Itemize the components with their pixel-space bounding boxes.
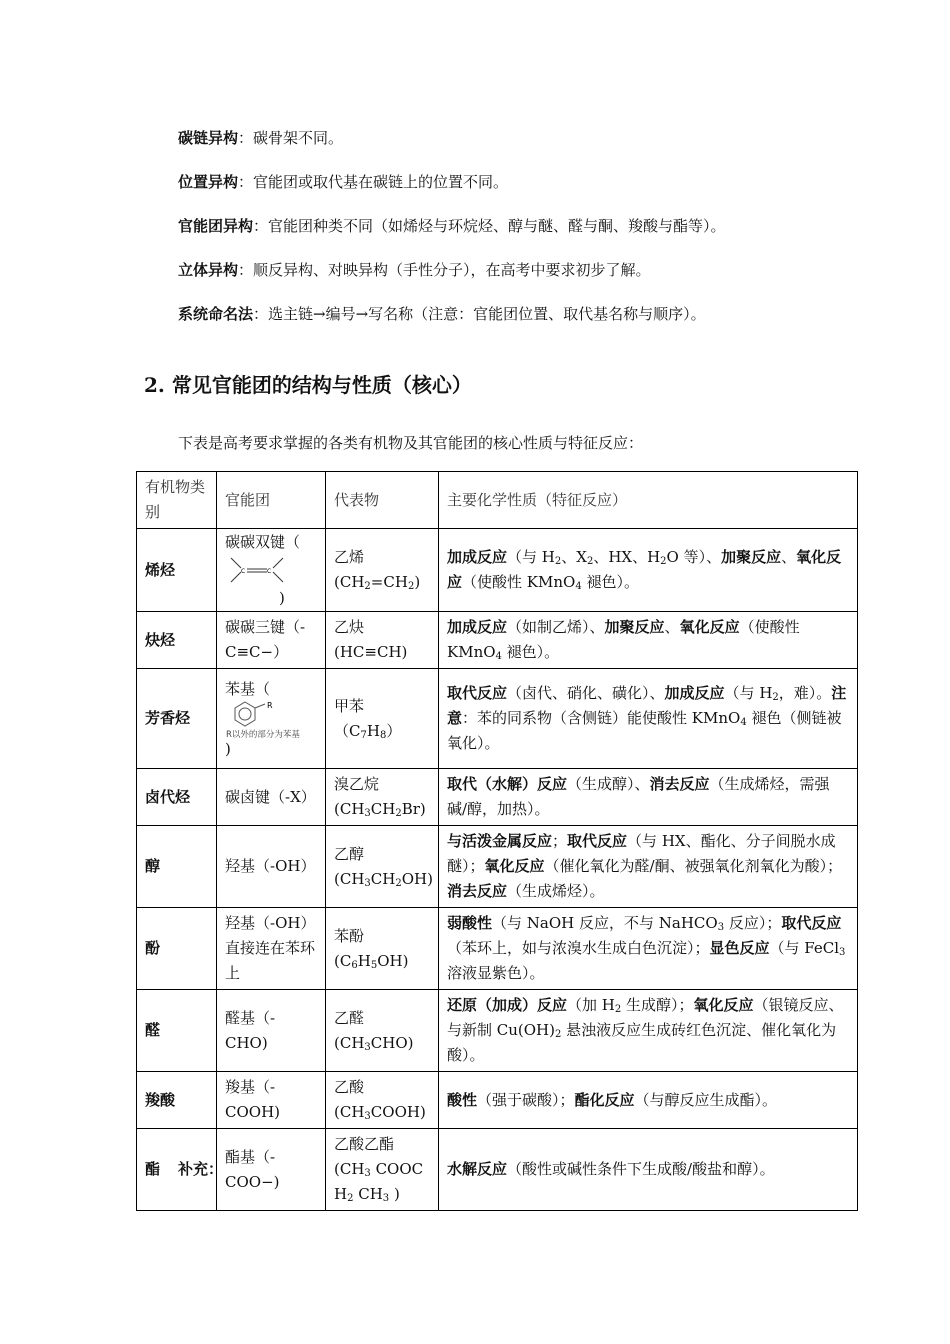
- benzene-structure-icon: [225, 699, 317, 739]
- table-row: [137, 612, 858, 669]
- row-group: 碳碳三键（-C≡C−）: [217, 612, 326, 669]
- row-group: 酯基（-COO−): [217, 1129, 326, 1211]
- row-representative: 苯酚 $(C_6H_5OH)$: [326, 908, 439, 990]
- svg-text:R: R: [267, 700, 273, 710]
- row-group: 醛基（-CHO): [217, 990, 326, 1072]
- row-representative: 乙醇 $(CH_3CH_2OH)$: [326, 826, 439, 908]
- row-category: 酯: [137, 1129, 217, 1211]
- row-category: 羧酸: [137, 1072, 217, 1129]
- row-category: 炔烃: [137, 612, 217, 669]
- row-category: 酚: [137, 908, 217, 990]
- header-group: 官能团: [217, 472, 326, 529]
- definition-position: 位置异构：官能团或取代基在碳链上的位置不同。: [178, 173, 509, 191]
- row-properties: 取代（水解）反应（生成醇）、消去反应（生成烯烃，需强碱/醇，加热）。: [439, 769, 858, 826]
- definition-naming: 系统命名法：选主链→编号→写名称（注意：官能团位置、取代基名称与顺序）。: [178, 305, 706, 323]
- row-category: 醇: [137, 826, 217, 908]
- row-group: 羟基（-OH）直接连在苯环上: [217, 908, 326, 990]
- row-group: 碳碳双键（ C C ): [217, 529, 326, 612]
- header-properties: 主要化学性质（特征反应）: [439, 472, 858, 529]
- table-row: [137, 1129, 858, 1211]
- row-category: 烯烃: [137, 529, 217, 612]
- table-header-row: [137, 472, 858, 529]
- row-representative: 乙酸乙酯 ($CH_3$ COOC $H_2$ $CH_3$ ): [326, 1129, 439, 1211]
- supplement-label: 补充：: [178, 1160, 224, 1178]
- section-heading: 2. 常见官能团的结构与性质（核心）: [144, 373, 472, 397]
- row-properties: 加成反应（与 $H_2$、$X_2$、HX、$H_2O$ 等）、加聚反应、氧化反应（使酸性 KMnO$_4$ 褪色）。: [439, 529, 858, 612]
- svg-text:C: C: [267, 568, 272, 575]
- svg-text:C: C: [241, 568, 246, 575]
- svg-text:R以外的部分为苯基: R以外的部分为苯基: [226, 729, 300, 739]
- row-group: 羧基（-COOH): [217, 1072, 326, 1129]
- row-category: 卤代烃: [137, 769, 217, 826]
- row-representative: 溴乙烷 $(CH_3CH_2Br)$: [326, 769, 439, 826]
- row-representative: 乙炔 (HC≡CH): [326, 612, 439, 669]
- row-properties: 与活泼金属反应；取代反应（与 HX、酯化、分子间脱水成醚）；氧化反应（催化氧化为醛/酮、被强氧化剂氧化为酸）；消去反应（生成烯烃）。: [439, 826, 858, 908]
- definition-functional-group: 官能团异构：官能团种类不同（如烯烃与环烷烃、醇与醚、醛与酮、羧酸与酯等）。: [178, 217, 726, 235]
- row-properties: 还原（加成）反应（加 $H_2$ 生成醇）；氧化反应（银镜反应、与新制 $Cu(OH)_2$ 悬浊液反应生成砖红色沉淀、催化氧化为酸）。: [439, 990, 858, 1072]
- row-group: 苯基（ R R以外的部分为苯基 ): [217, 669, 326, 769]
- table-row: [137, 769, 858, 826]
- definition-carbon-chain: 碳链异构：碳骨架不同。: [178, 129, 344, 147]
- row-group: 羟基（-OH）: [217, 826, 326, 908]
- table-row: [137, 908, 858, 990]
- alkene-structure-icon: [225, 552, 289, 588]
- header-representative: 代表物: [326, 472, 439, 529]
- row-representative: 甲苯$(C_7H_8)$: [326, 669, 439, 769]
- table-row: [137, 669, 858, 769]
- definition-stereo: 立体异构：顺反异构、对映异构（手性分子），在高考中要求初步了解。: [178, 261, 651, 279]
- row-representative: 乙醛 $(CH_3CHO)$: [326, 990, 439, 1072]
- table-row: [137, 529, 858, 612]
- table-row: [137, 990, 858, 1072]
- table-row: [137, 1072, 858, 1129]
- row-properties: 取代反应（卤代、硝化、磺化）、加成反应（与 $H_2$，难）。注意：苯的同系物（含侧链）能使酸性 KMnO$_4$ 褪色（侧链被氧化）。: [439, 669, 858, 769]
- row-properties: 加成反应（如制乙烯）、加聚反应、氧化反应（使酸性 KMnO$_4$ 褪色）。: [439, 612, 858, 669]
- row-category: 醛: [137, 990, 217, 1072]
- header-category: 有机物类别: [137, 472, 217, 529]
- functional-group-table: [136, 471, 858, 1211]
- row-properties: 酸性（强于碳酸）；酯化反应（与醇反应生成酯）。: [439, 1072, 858, 1129]
- row-group: 碳卤键（-X）: [217, 769, 326, 826]
- row-representative: 乙烯 $(CH_2=CH_2)$: [326, 529, 439, 612]
- row-properties: 弱酸性（与 NaOH 反应，不与 NaHCO$_3$ 反应）；取代反应（苯环上，如与浓溴水生成白色沉淀）；显色反应（与 FeCl$_3$ 溶液显紫色）。: [439, 908, 858, 990]
- section-intro: 下表是高考要求掌握的各类有机物及其官能团的核心性质与特征反应：: [178, 434, 644, 452]
- row-representative: 乙酸 $(CH_3COOH)$: [326, 1072, 439, 1129]
- table-row: [137, 826, 858, 908]
- row-properties: 水解反应（酸性或碱性条件下生成酸/酸盐和醇）。: [439, 1129, 858, 1211]
- row-category: 芳香烃: [137, 669, 217, 769]
